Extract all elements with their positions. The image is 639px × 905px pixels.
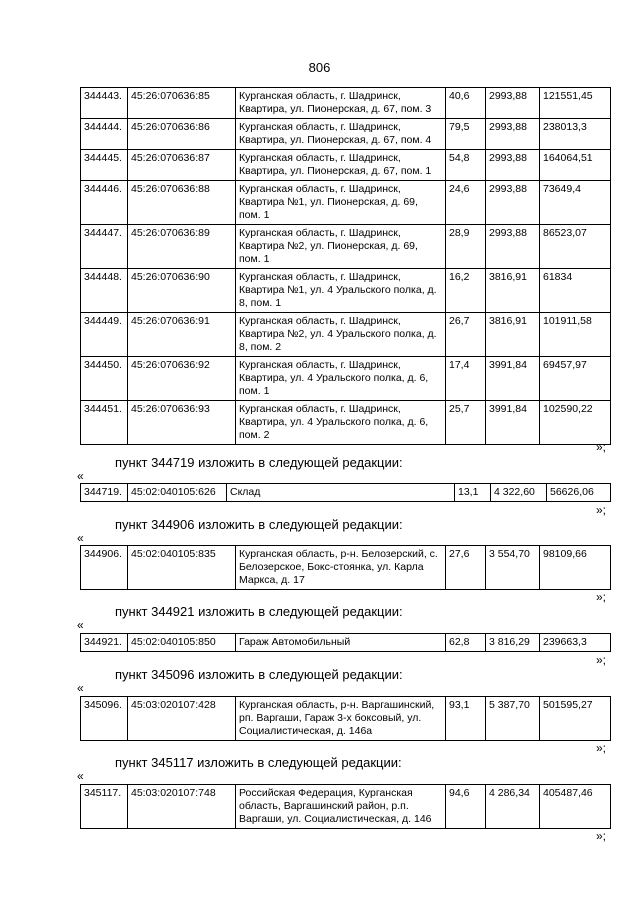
closing-quote: »; <box>596 741 607 755</box>
value: 56626,06 <box>547 484 611 502</box>
table-row <box>81 225 611 269</box>
area: 54,8 <box>446 150 486 181</box>
address: Курганская область, г. Шадринск, Квартира, ул. 4 Уральского полка, д. 6, пом. 2 <box>236 401 446 445</box>
table-row <box>81 401 611 445</box>
row-number: 344451. <box>81 401 128 445</box>
cadastral-number: 45:26:070636:93 <box>128 401 236 445</box>
value: 98109,66 <box>540 546 611 590</box>
main-table <box>80 87 611 445</box>
rate: 5 387,70 <box>486 697 540 741</box>
cadastral-number: 45:26:070636:91 <box>128 313 236 357</box>
table-row <box>81 181 611 225</box>
address: Курганская область, г. Шадринск, Квартира №2, ул. Пионерская, д. 69, пом. 1 <box>236 225 446 269</box>
table-row <box>81 357 611 401</box>
row-number: 344921. <box>81 634 128 652</box>
rate: 4 286,34 <box>486 785 540 829</box>
row-number: 344445. <box>81 150 128 181</box>
cadastral-number: 45:26:070636:89 <box>128 225 236 269</box>
rate: 3991,84 <box>486 401 540 445</box>
area: 16,2 <box>446 269 486 313</box>
address: Курганская область, г. Шадринск, Квартира №1, ул. Пионерская, д. 69, пом. 1 <box>236 181 446 225</box>
row-number: 344446. <box>81 181 128 225</box>
value: 61834 <box>540 269 611 313</box>
area: 17,4 <box>446 357 486 401</box>
table-row <box>81 546 611 590</box>
area: 93,1 <box>446 697 486 741</box>
row-number: 344719. <box>81 484 128 502</box>
table-row <box>81 150 611 181</box>
address: Российская Федерация, Курганская область, Варгашинский район, р.п. Варгаши, ул. Социалистическая, д. 146 <box>236 785 446 829</box>
area: 24,6 <box>446 181 486 225</box>
rate: 3816,91 <box>486 269 540 313</box>
cadastral-number: 45:26:070636:85 <box>128 88 236 119</box>
value: 101911,58 <box>540 313 611 357</box>
cadastral-number: 45:26:070636:87 <box>128 150 236 181</box>
cadastral-number: 45:03:020107:428 <box>128 697 236 741</box>
value: 102590,22 <box>540 401 611 445</box>
cadastral-number: 45:26:070636:90 <box>128 269 236 313</box>
row-number: 345117. <box>81 785 128 829</box>
row-number: 344450. <box>81 357 128 401</box>
table-row <box>81 313 611 357</box>
rate: 2993,88 <box>486 181 540 225</box>
rate: 3991,84 <box>486 357 540 401</box>
amendment-instruction: пункт 345096 изложить в следующей редакции: <box>115 667 403 682</box>
amendment-table <box>80 696 611 741</box>
value: 121551,45 <box>540 88 611 119</box>
cadastral-number: 45:03:020107:748 <box>128 785 236 829</box>
opening-quote: « <box>77 769 84 783</box>
area: 94,6 <box>446 785 486 829</box>
row-number: 344444. <box>81 119 128 150</box>
amendment-table <box>80 784 611 829</box>
table-row <box>81 88 611 119</box>
cadastral-number: 45:26:070636:88 <box>128 181 236 225</box>
amendment-table <box>80 545 611 590</box>
closing-quote: »; <box>596 440 607 454</box>
amendment-table <box>80 633 611 652</box>
address: Курганская область, р-н. Варгашинский, рп. Варгаши, Гараж 3-х боксовый, ул. Социалистическая, д. 146а <box>236 697 446 741</box>
value: 405487,46 <box>540 785 611 829</box>
rate: 2993,88 <box>486 150 540 181</box>
value: 239663,3 <box>540 634 611 652</box>
area: 28,9 <box>446 225 486 269</box>
rate: 3 816,29 <box>486 634 540 652</box>
rate: 2993,88 <box>486 225 540 269</box>
cadastral-number: 45:02:040105:850 <box>128 634 236 652</box>
area: 62,8 <box>446 634 486 652</box>
opening-quote: « <box>77 681 84 695</box>
value: 238013,3 <box>540 119 611 150</box>
value: 501595,27 <box>540 697 611 741</box>
table-row <box>81 119 611 150</box>
row-number: 344443. <box>81 88 128 119</box>
table-row <box>81 269 611 313</box>
row-number: 344906. <box>81 546 128 590</box>
rate: 3816,91 <box>486 313 540 357</box>
rate: 3 554,70 <box>486 546 540 590</box>
row-number: 344447. <box>81 225 128 269</box>
address: Склад <box>227 484 455 502</box>
value: 164064,51 <box>540 150 611 181</box>
amendment-instruction: пункт 344921 изложить в следующей редакции: <box>115 604 403 619</box>
opening-quote: « <box>77 469 84 483</box>
address: Курганская область, г. Шадринск, Квартира, ул. Пионерская, д. 67, пом. 1 <box>236 150 446 181</box>
area: 40,6 <box>446 88 486 119</box>
table-row <box>81 785 611 829</box>
address: Курганская область, г. Шадринск, Квартира, ул. Пионерская, д. 67, пом. 4 <box>236 119 446 150</box>
value: 69457,97 <box>540 357 611 401</box>
area: 26,7 <box>446 313 486 357</box>
address: Курганская область, г. Шадринск, Квартира, ул. 4 Уральского полка, д. 6, пом. 1 <box>236 357 446 401</box>
closing-quote: »; <box>596 829 607 843</box>
closing-quote: »; <box>596 503 607 517</box>
row-number: 344448. <box>81 269 128 313</box>
rate: 2993,88 <box>486 88 540 119</box>
cadastral-number: 45:02:040105:626 <box>128 484 227 502</box>
area: 79,5 <box>446 119 486 150</box>
row-number: 344449. <box>81 313 128 357</box>
address: Курганская область, р-н. Белозерский, с. Белозерское, Бокс-стоянка, ул. Карла Маркса, д. 17 <box>236 546 446 590</box>
opening-quote: « <box>77 618 84 632</box>
address: Курганская область, г. Шадринск, Квартира №1, ул. 4 Уральского полка, д. 8, пом. 1 <box>236 269 446 313</box>
opening-quote: « <box>77 531 84 545</box>
amendment-instruction: пункт 344719 изложить в следующей редакции: <box>115 455 403 470</box>
area: 25,7 <box>446 401 486 445</box>
cadastral-number: 45:26:070636:86 <box>128 119 236 150</box>
area: 27,6 <box>446 546 486 590</box>
table-row <box>81 484 611 502</box>
rate: 4 322,60 <box>491 484 547 502</box>
amendment-instruction: пункт 344906 изложить в следующей редакции: <box>115 517 403 532</box>
address: Курганская область, г. Шадринск, Квартира №2, ул. 4 Уральского полка, д. 8, пом. 2 <box>236 313 446 357</box>
rate: 2993,88 <box>486 119 540 150</box>
value: 86523,07 <box>540 225 611 269</box>
amendment-instruction: пункт 345117 изложить в следующей редакции: <box>115 755 402 770</box>
table-row <box>81 697 611 741</box>
value: 73649,4 <box>540 181 611 225</box>
address: Гараж Автомобильный <box>236 634 446 652</box>
closing-quote: »; <box>596 653 607 667</box>
closing-quote: »; <box>596 590 607 604</box>
address: Курганская область, г. Шадринск, Квартира, ул. Пионерская, д. 67, пом. 3 <box>236 88 446 119</box>
cadastral-number: 45:02:040105:835 <box>128 546 236 590</box>
table-row <box>81 634 611 652</box>
amendment-table <box>80 483 611 502</box>
area: 13,1 <box>455 484 491 502</box>
page-number: 806 <box>308 60 331 75</box>
cadastral-number: 45:26:070636:92 <box>128 357 236 401</box>
row-number: 345096. <box>81 697 128 741</box>
